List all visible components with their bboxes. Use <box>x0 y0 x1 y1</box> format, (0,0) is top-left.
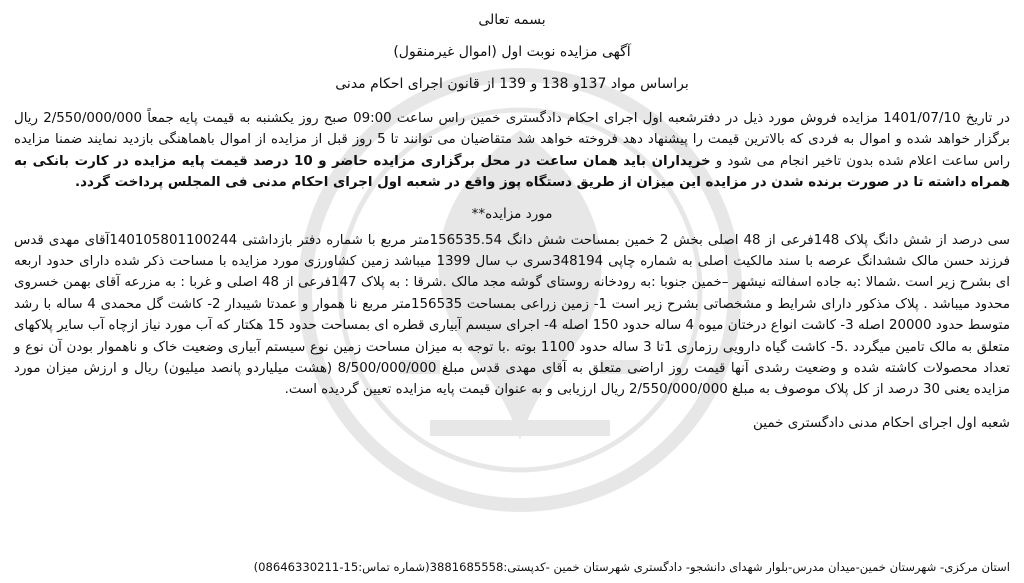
issuing-branch-signature: شعبه اول اجرای احکام مدنی دادگستری خمین <box>752 414 1010 431</box>
footer-address: استان مرکزی- شهرستان خمین-میدان مدرس-بلوار شهدای دانشجو- دادگستری شهرستان خمین -کدپستی:3881685558(شماره تماس:15-08646330211) <box>253 560 1010 574</box>
notice-title: آگهی مزایده نوبت اول (اموال غیرمنقول) <box>393 44 631 60</box>
intro-bold-text: خریداران باید همان ساعت در محل برگزاری مزایده حاضر و 10 درصد قیمت پایه مزایده در کارت بانکی به همراه داشته تا در صورت برنده شدن در مزایده این میزان از طریق دستگاه پوز واقع در شعبه اول اجرای احکام مدنی فی المجلس پرداخت گردد. <box>14 153 1010 191</box>
bismillah-heading: بسمه تعالی <box>478 12 546 28</box>
subject-heading: مورد مزایده** <box>471 205 553 222</box>
property-description: سی درصد از شش دانگ پلاک 148فرعی از 48 اصلی بخش 2 خمین بمساحت شش دانگ 156535.54متر مربع با شماره دفتر بازداشتی 140105801100244آقای مهدی قدس فرزند حسن مالک ششدانگ عرصه با سند مالکیت اصلی به شماره چاپی 348194سری ب سال 1399 میباشد زمین کشاورزی مورد مزایده با مساحت ذکر شده دارای حدود اربعه ای بشرح زیر است .شمالا :به جاده اسفالته نیشهر –خمین جنوبا :به رودخانه روستای گوشه مجد مالک .شرقا : به پلاک 147فرعی از 48 اصلی و غربا : به مزرعه آقای بهمن خسروی محدود میباشد . پلاک مذکور دارای شرایط و مشخصاتی بشرح زیر است 1- زمین زراعی بمساحت 156535متر مربع نا هموار و عمدتا شیبدار 2- کاشت گل محمدی 4 ساله با رشد متوسط حدود 20000 اصله 3- کاشت انواع درختان میوه 4 ساله حدود 150 اصله 4- اجرای سیسم آبیاری قطره ای بمساحت حدود 15 هکتار که آب مورد نیاز ازچاه آب سایر پلاکهای متعلق به مالک تامین میگردد .5- کاشت گیاه دارویی رزماری 1تا 3 ساله حدود 1100 بوته .با توجه به میزان مساحت زمین نوع سیستم آبیاری وضعیت خاک و ناهموار بودن آن نوع و تعداد محصولات کاشته شده و وضعیت رشدی آنها قیمت روز اراضی متعلق به آقای مهدی قدس مبلغ 8/500/000/000 (هشت میلیاردو پانصد میلیون) ریال و ارزش میزان مورد مزایده یعنی 30 درصد از کل پلاک موصوف به مبلغ 2/550/000/000 ریال ارزیابی و به عنوان قیمت پایه مزایده تعیین گردیده است. <box>14 232 1011 398</box>
legal-basis: براساس مواد 137و 138 و 139 از قانون اجرای احکام مدنی <box>335 76 689 92</box>
intro-normal-text: در تاریخ 1401/07/10 مزایده فروش مورد ذیل در دفترشعبه اول اجرای احکام دادگستری خمین راس ساعت 09:00 صبح روز یکشنبه به قیمت پایه جمعاً 2/550/000/000 ریال برگزار خواهد شده و اموال به فردی که بالاترین قیمت را پیشنهاد دهد فروخته خواهد شد متقاضیان می توانند تا 5 روز قبل از مزایده از اموال باهماهنگی بازدید نمایند ضمنا مزایده راس ساعت اعلام شده بدون تاخیر انجام می شود و <box>14 111 1011 169</box>
intro-paragraph <box>14 108 1010 194</box>
